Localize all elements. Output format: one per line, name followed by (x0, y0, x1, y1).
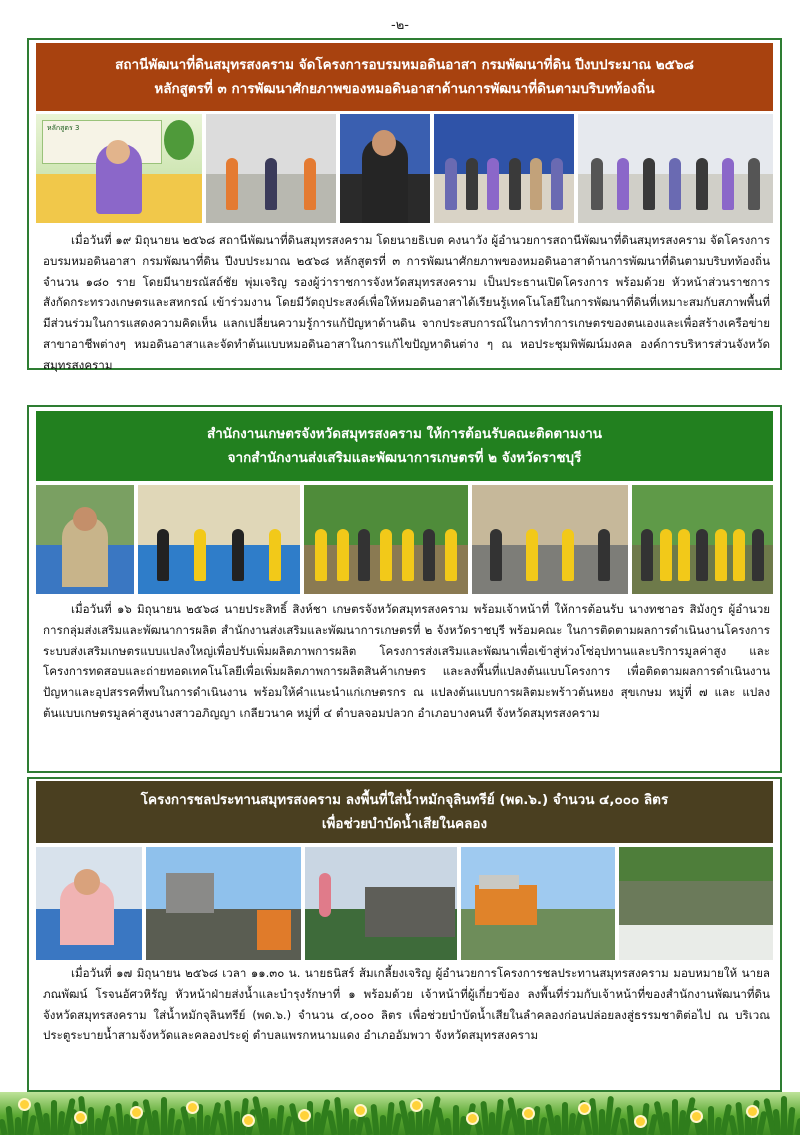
flower-icon (20, 1100, 29, 1109)
flower-icon (132, 1108, 141, 1117)
flower-icon (468, 1114, 477, 1123)
photo-strip (36, 114, 773, 223)
news-section-soil-training (27, 38, 782, 370)
grass-blade (538, 1117, 548, 1135)
photo-farm-demo (472, 485, 628, 594)
grass-blade (700, 1119, 708, 1135)
photo-canal-pouring (305, 847, 457, 960)
section-body-text: เมื่อวันที่ ๑๖ มิถุนายน ๒๕๖๘ นายประสิทธิ์ สิงห์ชา เกษตรจังหวัดสมุทรสงคราม พร้อมเจ้าหน้าที่ ให้การต้อนรับ นางทชาอร สิมังกูร ผู้อำนวยการกลุ่มส่งเสริมและพัฒนาการผลิต สำนักงานส่งเสริมและพัฒนาการเกษตรที่ ๒ จังหวัดราชบุรี พร้อมคณะ ในการติดตามผลการดำเนินงานโครงการระบบส่งเสริมเกษตรแบบแปลงใหญ่เพื่อปรับเพิ่มผลิตภาพการผลิต โครงการส่งเสริมและพัฒนาเพื่อเข้าสู่ห่วงโซ่อุปทานและบริการมูลค่าสูง และโครงการทดสอบและถ่ายทอดเทคโนโลยีเพื่อเพิ่มผลิตภาพการผลิตสินค้าเกษตร และลงพื้นที่แปลงต้นแบบโครงการ เพื่อติดตามผลการดำเนินงาน ปัญหาและอุปสรรคที่พบในการดำเนินงาน พร้อมให้คำแนะนำแก่เกษตรกร ณ แปลงต้นแบบการผลิตมะพร้าวต้นหยง สุขเกษม หมู่ที่ ๗ และ แปลงต้นแบบเกษตรมูลค่าสูงนางสาวอภิญญา เกลียวนาค หมู่ที่ ๔ ตำบลจอมปลวก อำเภอบางคนที จังหวัดสมุทรสงคราม (43, 602, 770, 720)
grass-blade (161, 1097, 167, 1135)
section-banner (36, 781, 773, 843)
grass-blade (343, 1108, 349, 1135)
grass-border-decoration (0, 1092, 800, 1135)
photo-officials-stage (206, 114, 336, 223)
grass-blade (562, 1102, 568, 1135)
photo-strip (36, 485, 773, 594)
grass-blade (27, 1115, 37, 1135)
flower-icon (636, 1117, 645, 1126)
photo-opening-speech (340, 114, 430, 223)
photo-strip (36, 847, 773, 960)
banner-title-line2: เพื่อช่วยบำบัดน้ำเสียในคลอง (321, 816, 488, 832)
section-body-text: เมื่อวันที่ ๑๗ มิถุนายน ๒๕๖๘ เวลา ๑๑.๓๐ น. นายธนิสร์ ส้มเกลี้ยงเจริญ ผู้อำนวยการโครงการชลประทานสมุทรสงคราม มอบหมายให้ นายลภณพัฒน์ โรจนอัศวหิรัญ หัวหน้าฝ่ายส่งน้ำและบำรุงรักษาที่ ๑ พร้อมด้วย เจ้าหน้าที่ผู้เกี่ยวข้อง ลงพื้นที่ร่วมกับเจ้าหน้าที่ของสำนักงานพัฒนาที่ดินจังหวัดสมุทรสงคราม ใส่น้ำหมักจุลินทรีย์ (พด.๖.) จำนวน ๔,๐๐๐ ลิตร เพื่อช่วยบำบัดน้ำเสียในลำคลองก่อนปล่อยลงสู่ธรรมชาติต่อไป ณ บริเวณประตูระบายน้ำสามจังหวัดและคลองประดู่ ตำบลแพรกหนามแดง อำเภออัมพวา จังหวัดสมุทรสงคราม (43, 966, 770, 1043)
photo-truck-canal (461, 847, 615, 960)
banner-title-line1: โครงการชลประทานสมุทรสงคราม ลงพื้นที่ใส่น้ำหมักจุลินทรีย์ (พด.๖.) จำนวน ๔,๐๐๐ ลิตร (140, 792, 669, 808)
grass-blade (672, 1099, 678, 1135)
photo-coconut-plot-group (304, 485, 468, 594)
photo-meeting-table (138, 485, 300, 594)
grass-blade (88, 1107, 94, 1135)
flower-icon (188, 1103, 197, 1112)
news-section-irrigation (27, 777, 782, 1092)
photo-group-stage (434, 114, 574, 223)
photo-official-desk (36, 485, 134, 594)
flower-icon (692, 1112, 701, 1121)
grass-blade (794, 1118, 800, 1135)
section-banner (36, 43, 773, 111)
photo-water-gate (146, 847, 301, 960)
flower-icon (76, 1113, 85, 1122)
flower-icon (748, 1107, 757, 1116)
photo-field-group (632, 485, 773, 594)
grass-blade (152, 1110, 161, 1135)
banner-title-line2: จากสำนักงานส่งเสริมและพัฒนาการเกษตรที่ ๒ จังหวัดราชบุรี (227, 450, 582, 466)
flower-icon (580, 1104, 589, 1113)
grass-blade (197, 1104, 203, 1135)
photo-canal-treatment (619, 847, 773, 960)
banner-title-line2: หลักสูตรที่ ๓ การพัฒนาศักยภาพของหมอดินอาสาด้านการพัฒนาที่ดินตามบริบทท้องถิ่น (154, 81, 655, 97)
grass-blade (43, 1113, 51, 1135)
grass-blade (554, 1115, 562, 1135)
grass-blade (619, 1118, 628, 1135)
photo-caption-board: หลักสูตร 3 (42, 120, 162, 164)
photo-participants-hall (578, 114, 773, 223)
page-number: -๒- (391, 18, 409, 33)
flower-icon (524, 1109, 533, 1118)
grass-blade (189, 1117, 197, 1135)
flower-icon (412, 1101, 421, 1110)
grass-blade (453, 1105, 459, 1135)
flower-icon (300, 1111, 309, 1120)
section-body-text: เมื่อวันที่ ๑๙ มิถุนายน ๒๕๖๘ สถานีพัฒนาที่ดินสมุทรสงคราม โดยนายธิเบต คงนาวัง ผู้อำนวยการสถานีพัฒนาที่ดินสมุทรสงคราม จัดโครงการอบรมหมอดินอาสา กรมพัฒนาที่ดิน ปีงบประมาณ ๒๕๖๘ หลักสูตรที่ ๓ การพัฒนาศักยภาพของหมอดินอาสาด้านการพัฒนาที่ดินตามบริบทท้องถิ่น จำนวน ๑๘๐ ราย โดยมีนายรณัสถ์ชัย พุ่มเจริญ รองผู้ว่าราชการจังหวัดสมุทรสงคราม เป็นประธานเปิดโครงการ พร้อมด้วย หัวหน้าส่วนราชการสังกัดกระทรวงเกษตรและสหกรณ์ เข้าร่วมงาน โดยมีวัตถุประสงค์เพื่อให้หมอดินอาสาได้เรียนรู้เทคโนโลยีในการพัฒนาที่ดินที่เหมาะสมกับสภาพพื้นที่ มีส่วนร่วมในการแสดงความคิดเห็น แลกเปลี่ยนความรู้การแก้ปัญหาด้านดิน จากประสบการณ์ในการทำการเกษตรของตนเองและเพื่อสร้างเครือข่าย สาขาอาชีพต่างๆ หมอดินอาสาและจัดทำต้นแบบหมอดินอาสาในการแก้ไขปัญหาดินต่าง ๆ ณ หอประชุมพิพัฒน์มงคล องค์การบริหารส่วนจังหวัดสมุทรสงคราม (43, 233, 770, 372)
flower-icon (244, 1116, 253, 1125)
grass-blade (444, 1118, 452, 1135)
photo-speaker-podium (36, 114, 202, 223)
grass-blade (6, 1106, 15, 1135)
grass-blade (108, 1116, 118, 1135)
news-section-agri-visit (27, 405, 782, 773)
flower-icon (356, 1106, 365, 1115)
section-banner (36, 411, 773, 481)
photo-director-desk (36, 847, 142, 960)
grass-blade (708, 1106, 714, 1135)
banner-title-line1: สถานีพัฒนาที่ดินสมุทรสงคราม จัดโครงการอบรมหมอดินอาสา กรมพัฒนาที่ดิน ปีงบประมาณ ๒๕๖๘ (115, 57, 694, 73)
grass-blade (663, 1112, 671, 1135)
grass-blade (174, 1119, 183, 1135)
banner-title-line1: สำนักงานเกษตรจังหวัดสมุทรสงคราม ให้การต้อนรับคณะติดตามงาน (206, 426, 603, 442)
